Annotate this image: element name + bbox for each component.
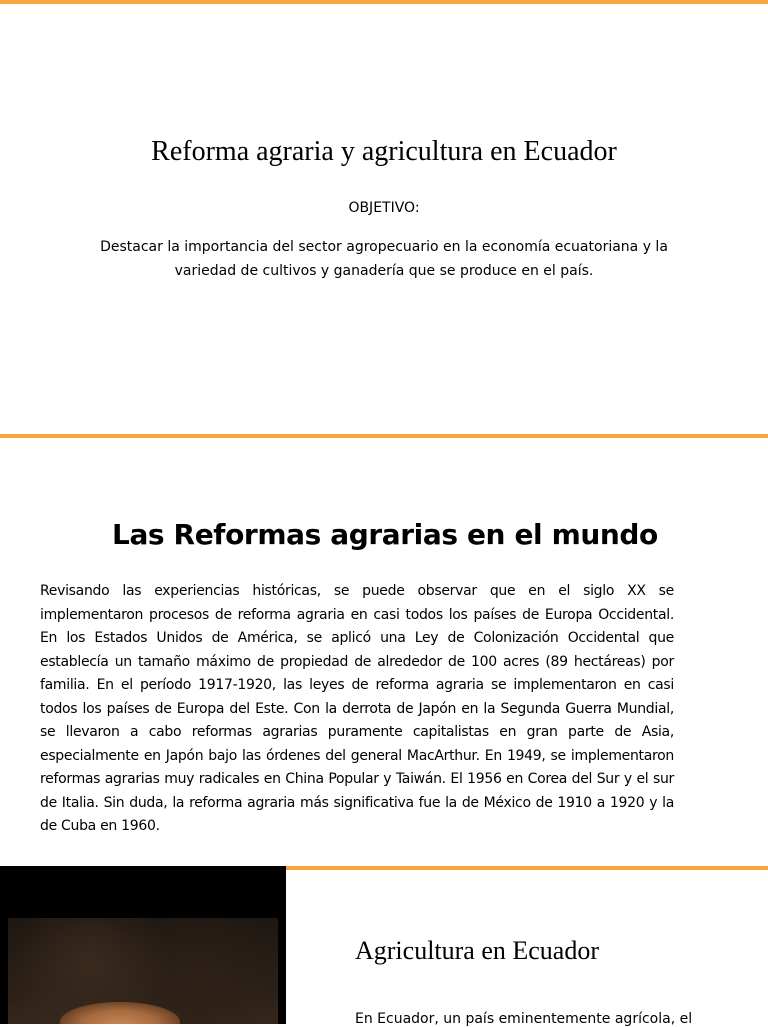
slide-separator [0,434,768,438]
slide-heading: Las Reformas agrarias en el mundo [112,518,658,551]
slide-top-border [0,0,768,4]
objective-label: OBJETIVO: [348,200,420,216]
slide-heading: Agricultura en Ecuador [355,936,600,965]
slide-body-text: Revisando las experiencias históricas, se puede observar que en el siglo XX se implementaron procesos de reforma agraria en casi todos los países de Europa Occidental. En los Estados Unidos de América, se aplicó una Ley de Colonización Occidental que establecía un tamaño máximo de propiedad de alrededor de 100 acres (89 hectáreas) por familia. En el período 1917-1920, las leyes de reforma agraria se implementaron en casi todos los países de Europa del Este. Con la derrota de Japón en la Segunda Guerra Mundial, se llevaron a cabo reformas agrarias puramente capitalistas en gran parte de Asia, especialmente en Japón bajo las órdenes del general MacArthur. En 1949, se implementaron reformas agrarias muy radicales en China Popular y Taiwán. El 1956 en Corea del Sur y el sur de Italia. Sin duda, la reforma agraria más significativa fue la de México de 1910 a 1920 y la de Cuba en 1960. [40,583,674,834]
slide-body-text: En Ecuador, un país eminentemente agrícola, el [355,1011,693,1027]
hands-holding-soil-image [0,866,286,1024]
slide-1 [0,0,768,434]
slide-2 [0,434,768,866]
objective-description: Destacar la importancia del sector agropecuario en la economía ecuatoriana y la variedad de cultivos y ganadería que se produce en el país. [100,239,668,279]
slide-3 [0,866,768,1027]
slide-title: Reforma agraria y agricultura en Ecuador [151,136,617,167]
